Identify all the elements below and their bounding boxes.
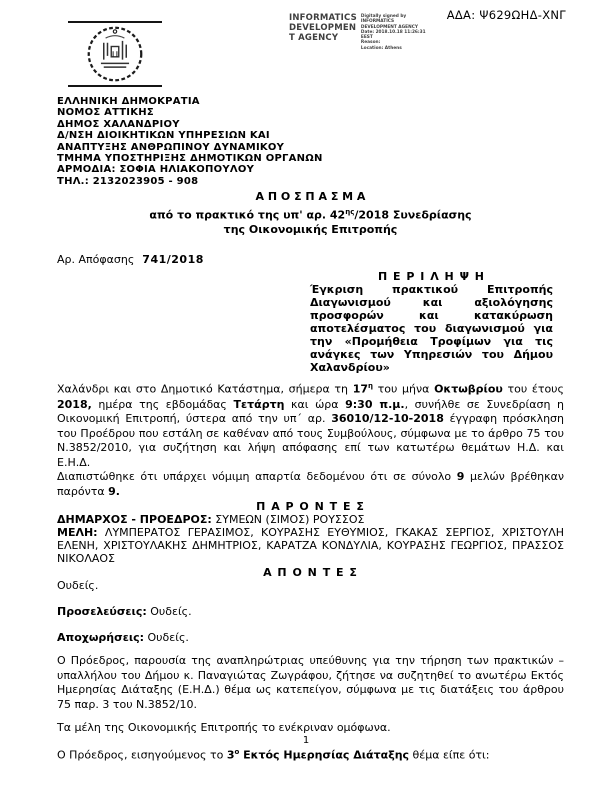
- letterhead-line-republic: ΕΛΛΗΝΙΚΗ ΔΗΜΟΚΡΑΤΙΑ: [57, 96, 200, 107]
- p2-text: μελών βρέθηκαν παρόντα: [57, 470, 564, 498]
- stamp-agency-line: INFORMATICS: [289, 13, 357, 23]
- p1-text: του μήνα: [372, 383, 435, 397]
- ada-code: ΑΔΑ: Ψ629ΩΗΔ-ΧΝΓ: [446, 8, 566, 22]
- stamp-detail-line: Reason:: [360, 40, 381, 46]
- p2-present-members: 9.: [108, 484, 120, 498]
- p1-date-day-sup: η: [368, 382, 373, 391]
- mayor-line: [57, 513, 564, 526]
- p5-text: Ο Πρόεδρος, εισηγούμενος το: [57, 748, 227, 762]
- stamp-detail-line: EEST: [360, 35, 373, 41]
- stamp-detail-line: DEVELOPMENT AGENCY: [360, 24, 418, 30]
- arrivals-value: Ουδείς.: [146, 605, 192, 619]
- absent-section-title: Α Π Ο Ν Τ Ε Σ: [263, 566, 358, 580]
- stamp-detail-line: INFORMATICS: [360, 19, 395, 25]
- departures-value: Ουδείς.: [144, 631, 189, 645]
- summary-title: Π Ε Ρ Ι Λ Η Ψ Η: [378, 270, 485, 284]
- p5-item-type: Εκτός Ημερησίας Διάταξης: [239, 748, 410, 762]
- members-names: ΛΥΜΠΕΡΑΤΟΣ ΓΕΡΑΣΙΜΟΣ, ΚΟΥΡΑΣΗΣ ΕΥΘΥΜΙΟΣ, ΓΚΑΚΑΣ ΣΕΡΓΙΟΣ, ΧΡΙΣΤΟΥΛΗ ΕΛΕΝΗ, ΧΡΙΣΤΟΥΛΑΚΗΣ ΔΗΜΗΤΡΙΟΣ, ΚΑΡΑΤΖΑ ΚΟΝΔΥΛΙΑ, ΚΟΥΡΑΣΗΣ ΓΕΩΡΓΙΟΣ, ΠΡΑΣΣΟΣ ΝΙΚΟΛΑΟΣ: [57, 526, 564, 566]
- departures-label: Αποχωρήσεις:: [57, 631, 145, 645]
- urgent-item-paragraph: Ο Πρόεδρος, παρουσία της αναπληρώτριας υπεύθυνης για την τήρηση των πρακτικών – υπαλλήλου του Δήμου κ. Παναγιώτας Ζωγράφου, ζήτησε να συζητηθεί το ανωτέρω Εκτός Ημερησίας Διάταξης (Ε.Η.Δ.) θέμα ως κατεπείγον, σύμφωνα με τις διατάξεις του άρθρου 75 παρ. 3 του Ν.3852/10.: [57, 654, 564, 711]
- seal-wrap: [68, 23, 162, 85]
- decision-number-line: [57, 253, 564, 266]
- stamp-detail-line: Date: 2018.10.18 11:26:31: [360, 29, 426, 35]
- stamp-detail-line: Location: Athens: [360, 45, 402, 51]
- municipal-seal-icon: [85, 24, 145, 84]
- p1-protocol-number: 36010/12-10-2018: [331, 412, 444, 426]
- p1-date-day: 17: [352, 383, 368, 397]
- summary-text: Έγκριση πρακτικού Επιτροπής Διαγωνισμού και αξιολόγησης προσφορών και κατακύρωση αποτελέσματος του διαγωνισμού για την «Προμήθεια Τροφίμων για τις ανάγκες των Υπηρεσιών του Δήμου Χαλανδρίου»: [310, 283, 553, 375]
- approval-paragraph: Τα μέλη της Οικονομικής Επιτροπής το ενέκριναν ομόφωνα.: [57, 721, 391, 735]
- letterhead-line-directorate2: ΑΝΑΠΤΥΞΗΣ ΑΝΘΡΩΠΙΝΟΥ ΔΥΝΑΜΙΚΟΥ: [57, 141, 285, 153]
- mayor-name: ΣΥΜΕΩΝ (ΣΙΜΟΣ) ΡΟΥΣΣΟΣ: [211, 513, 365, 527]
- excerpt-subtitle-sup: ης: [345, 207, 355, 216]
- excerpt-subtitle-suffix: /2018 Συνεδρίασης: [354, 208, 472, 222]
- p1-text: έγγραφη πρόσκληση του Προέδρου που εστάλη σε καθέναν από τους Συμβούλους, σύμφωνα με το άρθρο 75 του Ν.3852/2010, για συζήτηση και λήψη απόφασης επί των κατωτέρω θεμάτων Η.Δ. και Ε.Η.Δ.: [57, 412, 564, 469]
- p1-text: Χαλάνδρι και στο Δημοτικό Κατάστημα, σήμερα τη: [57, 383, 353, 397]
- excerpt-subtitle-prefix: από το πρακτικό της υπ' αρ. 42: [149, 208, 346, 222]
- introduction-paragraph: [57, 745, 564, 763]
- p2-text: Διαπιστώθηκε ότι υπάρχει νόμιμη απαρτία δεδομένου ότι σε σύνολο: [57, 470, 457, 484]
- excerpt-title: Α Π Ο Σ Π Α Σ Μ Α: [255, 190, 366, 204]
- present-section-title: Π Α Ρ Ο Ν Τ Ε Σ: [256, 500, 365, 514]
- excerpt-subtitle-line2: της Οικονομικής Επιτροπής: [223, 222, 398, 236]
- page-number: 1: [302, 735, 310, 746]
- p1-month: Οκτωβρίου: [434, 383, 503, 397]
- session-intro-paragraph: [57, 379, 564, 470]
- departures-line: [57, 631, 564, 644]
- letterhead-line-prefecture: ΝΟΜΟΣ ΑΤΤΙΚΗΣ: [57, 107, 154, 119]
- p1-text: , συνήλθε σε Συνεδρίαση η Οικονομική Επιτροπή, ύστερα από την υπ΄ αρ.: [57, 397, 565, 426]
- letterhead-line-department: ΤΜΗΜΑ ΥΠΟΣΤΗΡΙΞΗΣ ΔΗΜΟΤΙΚΩΝ ΟΡΓΑΝΩΝ: [57, 153, 323, 165]
- p1-year: 2018,: [57, 397, 92, 411]
- quorum-paragraph: [57, 470, 564, 499]
- p1-time: 9:30 π.μ.: [345, 397, 405, 411]
- letterhead-line-municipality: ΔΗΜΟΣ ΧΑΛΑΝΔΡΙΟΥ: [57, 118, 180, 130]
- excerpt-subtitle: [57, 205, 564, 223]
- p1-weekday: Τετάρτη: [233, 397, 285, 411]
- letterhead: [57, 96, 564, 187]
- members-line: [57, 526, 564, 565]
- stamp-agency-name: [289, 14, 357, 43]
- stamp-detail-line: Digitally signed by: [360, 14, 407, 19]
- arrivals-label: Προσελεύσεις:: [57, 605, 147, 619]
- p1-text: και ώρα: [284, 397, 346, 411]
- excerpt-title-block: [57, 190, 564, 237]
- letterhead-line-directorate: Δ/ΝΣΗ ΔΙΟΙΚΗΤΙΚΩΝ ΥΠΗΡΕΣΙΩΝ ΚΑΙ: [57, 130, 270, 142]
- stamp-signature-details: [361, 14, 439, 51]
- letterhead-line-phone: ΤΗΛ.: 2132023905 - 908: [57, 175, 199, 187]
- arrivals-line: [57, 605, 564, 618]
- municipal-seal-block: [68, 21, 162, 87]
- p5-text: θέμα είπε ότι:: [409, 748, 490, 762]
- p1-text: του έτους: [502, 383, 565, 397]
- members-label: ΜΕΛΗ:: [57, 526, 98, 540]
- p5-item-number-sup: ο: [234, 747, 240, 756]
- summary-block: [310, 270, 553, 374]
- absent-value: Ουδείς.: [57, 579, 99, 593]
- document-content: [57, 96, 564, 763]
- digital-signature-stamp: [289, 14, 439, 51]
- p1-text: ημέρα της εβδομάδας: [91, 397, 234, 411]
- decision-number: 741/2018: [142, 253, 204, 267]
- stamp-agency-line: T AGENCY: [289, 32, 339, 43]
- stamp-agency-line: DEVELOPMEN: [289, 22, 357, 33]
- decision-label: Αρ. Απόφασης: [57, 253, 135, 267]
- p2-total-members: 9: [456, 470, 465, 484]
- mayor-label: ΔΗΜΑΡΧΟΣ - ΠΡΟΕΔΡΟΣ:: [57, 513, 212, 527]
- seal-bottom-rule: [68, 85, 162, 87]
- p5-item-number: 3: [226, 748, 235, 762]
- letterhead-line-officer: ΑΡΜΟΔΙΑ: ΣΟΦΙΑ ΗΛΙΑΚΟΠΟΥΛΟΥ: [57, 164, 255, 176]
